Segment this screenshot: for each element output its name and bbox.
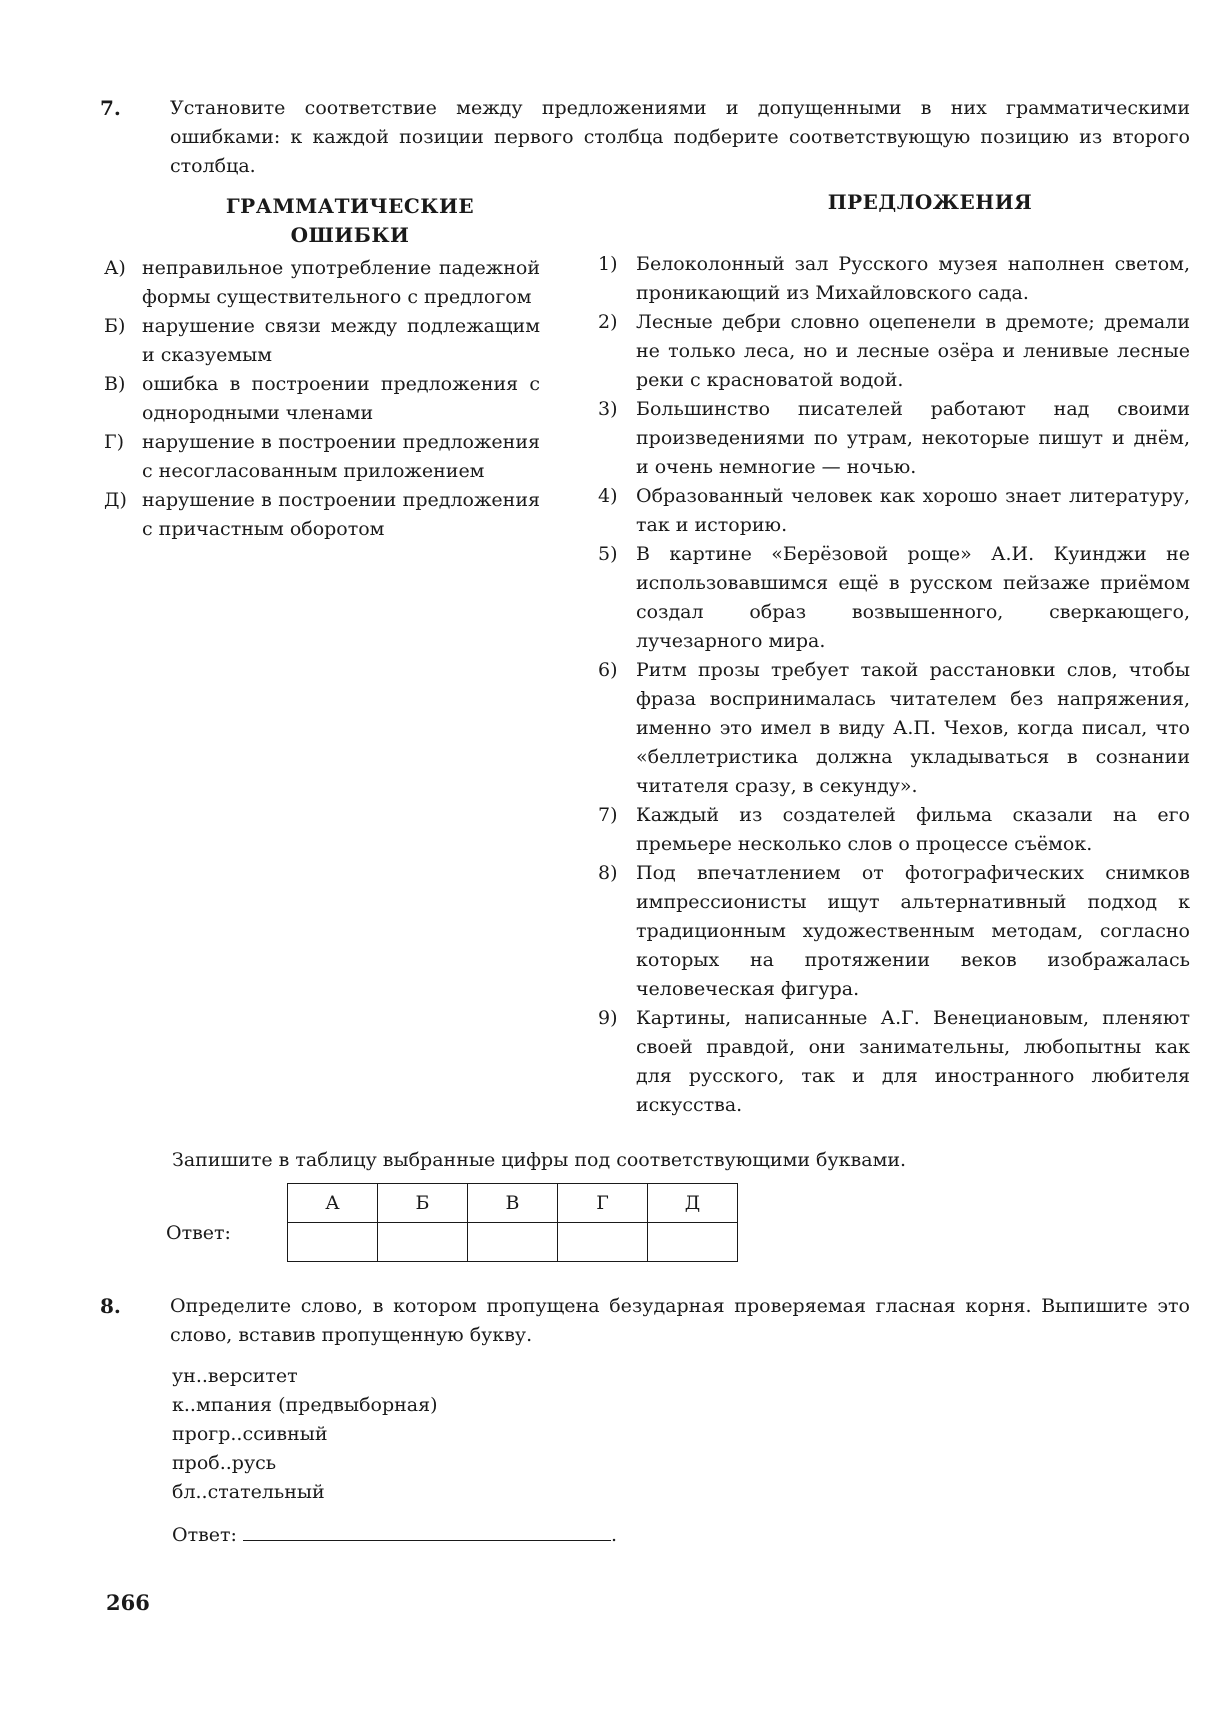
answer-row-task-8 (172, 1520, 617, 1550)
sentence-text: Картины, написанные А.Г. Венециановым, пленяют своей правдой, они занимательны, любопытны как для русского, так и для иностранного любителя искусства. (636, 1007, 1190, 1116)
error-label: Д) (104, 489, 127, 511)
sentence-item-2 (598, 308, 1190, 395)
answer-cell-d[interactable] (648, 1223, 738, 1262)
sentence-label: 4) (598, 485, 618, 507)
sentence-text: Каждый из создателей фильма сказали на его премьере несколько слов о процессе съёмок. (636, 804, 1190, 855)
sentence-item-1 (598, 250, 1190, 308)
task-8-number: 8. (100, 1294, 121, 1318)
errors-column-header: ГРАММАТИЧЕСКИЕ ОШИБКИ (225, 194, 475, 247)
error-label: Б) (104, 315, 126, 337)
answer-table-header-g: Г (558, 1184, 648, 1223)
sentence-label: 3) (598, 398, 618, 420)
answer-cell-v[interactable] (468, 1223, 558, 1262)
error-text: неправильное употребление падежной формы существительного с предлогом (142, 257, 540, 308)
table-instruction: Запишите в таблицу выбранные цифры под соответствующими буквами. (172, 1149, 907, 1171)
sentence-label: 7) (598, 804, 618, 826)
error-item-d (104, 486, 540, 544)
answer-table-header-a: А (288, 1184, 378, 1223)
word-item: ун..верситет (172, 1365, 298, 1387)
sentence-text: В картине «Берёзовой роще» А.И. Куинджи не использовавшимся ещё в русском пейзаже приёмом создал образ возвышенного, сверкающего, лучезарного мира. (636, 543, 1190, 652)
task-7-text: Установите соответствие между предложениями и допущенными в них грамматическими ошибками: к каждой позиции первого столбца подберите соответствующую позицию из второго столбца. (170, 97, 1190, 177)
sentence-label: 2) (598, 311, 618, 333)
answer-end-period: . (610, 1524, 617, 1546)
word-item: бл..стательный (172, 1481, 325, 1503)
word-item: проб..русь (172, 1452, 277, 1474)
sentence-text: Под впечатлением от фотографических снимков импрессионисты ищут альтернативный подход к традиционным художественным методам, согласно которых на протяжении веков изображалась человеческая фигура. (636, 862, 1190, 1000)
answer-cell-b[interactable] (378, 1223, 468, 1262)
sentence-item-9 (598, 1004, 1190, 1120)
sentence-text: Большинство писателей работают над своими произведениями по утрам, некоторые пишут и днём, и очень немногие — ночью. (636, 398, 1190, 478)
sentences-column-header: ПРЕДЛОЖЕНИЯ (827, 190, 1033, 214)
answer-table-header-row (288, 1184, 738, 1223)
sentences-list (598, 250, 1190, 1120)
sentence-text: Лесные дебри словно оцепенели в дремоте; дремали не только леса, но и лесные озёра и ленивые лесные реки с красноватой водой. (636, 311, 1190, 391)
answer-label-task-7: Ответ: (166, 1222, 231, 1244)
error-text: нарушение в построении предложения с причастным оборотом (142, 489, 540, 540)
answer-table-header-d: Д (648, 1184, 738, 1223)
sentence-label: 1) (598, 253, 618, 275)
error-text: нарушение в построении предложения с несогласованным приложением (142, 431, 540, 482)
sentence-text: Белоколонный зал Русского музея наполнен светом, проникающий из Михайловского сада. (636, 253, 1190, 304)
sentence-item-5 (598, 540, 1190, 656)
answer-cell-a[interactable] (288, 1223, 378, 1262)
error-label: В) (104, 373, 126, 395)
error-text: ошибка в построении предложения с однородными членами (142, 373, 540, 424)
sentence-item-4 (598, 482, 1190, 540)
word-item: к..мпания (предвыборная) (172, 1394, 438, 1416)
error-item-b (104, 312, 540, 370)
sentence-item-8 (598, 859, 1190, 1004)
sentence-item-7 (598, 801, 1190, 859)
error-text: нарушение связи между подлежащим и сказуемым (142, 315, 540, 366)
answer-table (287, 1183, 738, 1262)
answer-cell-g[interactable] (558, 1223, 648, 1262)
sentence-text: Ритм прозы требует такой расстановки слов, чтобы фраза воспринималась читателем без напряжения, именно это имел в виду А.П. Чехов, когда писал, что «беллетристика должна укладываться в сознании читателя сразу, в секунду». (636, 659, 1190, 797)
sentence-label: 9) (598, 1007, 618, 1029)
task-7-number: 7. (100, 96, 121, 120)
sentence-item-6 (598, 656, 1190, 801)
answer-line-task-8[interactable] (243, 1520, 611, 1541)
word-item: прогр..ссивный (172, 1423, 328, 1445)
answer-label-task-8: Ответ: (172, 1524, 237, 1546)
sentence-item-3 (598, 395, 1190, 482)
word-list (172, 1362, 438, 1507)
errors-list (104, 254, 540, 544)
sentence-text: Образованный человек как хорошо знает литературу, так и историю. (636, 485, 1190, 536)
error-item-a (104, 254, 540, 312)
sentence-label: 5) (598, 543, 618, 565)
error-label: Г) (104, 431, 124, 453)
page-number: 266 (106, 1590, 150, 1615)
error-label: А) (104, 257, 126, 279)
answer-table-header-b: Б (378, 1184, 468, 1223)
task-8-text: Определите слово, в котором пропущена безударная проверяемая гласная корня. Выпишите это слово, вставив пропущенную букву. (170, 1295, 1190, 1346)
sentence-label: 6) (598, 659, 618, 681)
error-item-v (104, 370, 540, 428)
error-item-g (104, 428, 540, 486)
sentence-label: 8) (598, 862, 618, 884)
answer-table-header-v: В (468, 1184, 558, 1223)
answer-table-input-row (288, 1223, 738, 1262)
